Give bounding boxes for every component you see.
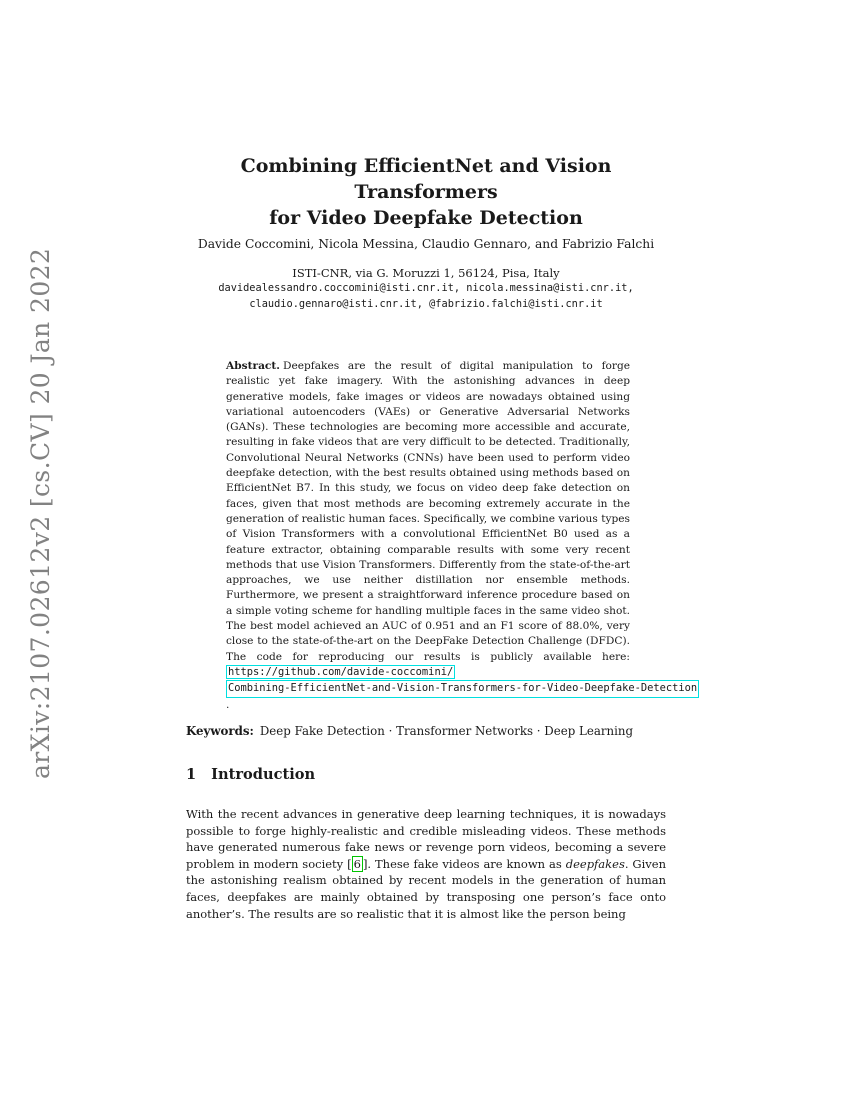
intro-text-after-italic: . Given the astonishing realism obtained by recent models in the generation of human faces, deepfakes are mainly obtained by transposing one person’s face onto another’s. The results are so realistic that it is almost like the person being (186, 856, 667, 921)
arxiv-watermark (26, 248, 55, 779)
intro-text-before-citation: With the recent advances in generative deep learning techniques, it is nowadays possible to forge highly-realistic and credible misleading videos. These methods have generated numerous fake news or revenge porn videos, becoming a severe problem in modern society [ (186, 807, 666, 871)
abstract-label: Abstract. (226, 360, 280, 372)
section-number: 1 (186, 766, 197, 783)
section-title: Introduction (211, 766, 316, 783)
github-repo-link-wrapped[interactable]: Combining-EfficientNet-and-Vision-Transformers-for-Video-Deepfake-Detection (226, 680, 699, 697)
intro-text-after-citation: ]. These fake videos are known as (362, 856, 566, 871)
deepfakes-term: deepfakes (565, 856, 625, 871)
authors-line: Davide Coccomini, Nicola Messina, Claudio Gennaro, and Fabrizio Falchi (197, 237, 655, 251)
citation-6-link[interactable]: 6 (353, 856, 361, 871)
abstract-trailing-period: . (226, 698, 230, 711)
paper-title (186, 153, 666, 231)
keywords-list: Deep Fake Detection · Transformer Networks · Deep Learning (259, 724, 634, 738)
affiliation-line: ISTI-CNR, via G. Moruzzi 1, 56124, Pisa, Italy (292, 266, 560, 280)
abstract-body-text: Deepfakes are the result of digital manipulation to forge realistic yet fake imagery. With the astonishing advances in deep generative models, fake images or videos are nowadays obtained using variational autoencoders (VAEs) or Generative Adversarial Networks (GANs). These technologies are becoming more accessible and accurate, resulting in fake videos that are very difficult to be detected. Traditionally, Convolutional Neural Networks (CNNs) have been used to perform video deepfake detection, with the best results obtained using methods based on EfficientNet B7. In this study, we focus on video deep fake detection on faces, given that most methods are becoming extremely accurate in the generation of realistic human faces. Specifically, we combine various types of Vision Transformers with a convolutional EfficientNet B0 used as a feature extractor, obtaining comparable results with some very recent methods that use Vision Transformers. Differently from the state-of-the-art approaches, we use neither distillation nor ensemble methods. Furthermore, we present a straightforward inference procedure based on a simple voting scheme for handling multiple faces in the same video shot. The best model achieved an AUC of 0.951 and an F1 score of 88.0%, very close to the state-of-the-art on the DeepFake Detection Challenge (DFDC). The code for reproducing our results is publicly available here: (226, 360, 630, 663)
title-line-1: Combining EfficientNet and Vision Transformers (240, 155, 612, 203)
abstract-section (226, 359, 698, 713)
introduction-paragraph (186, 806, 666, 922)
keywords-label: Keywords: (186, 724, 254, 738)
github-repo-link[interactable]: https://github.com/davide-coccomini/ (228, 665, 454, 678)
arxiv-watermark-text: arXiv:2107.02612v2 [cs.CV] 20 Jan 2022 (26, 247, 55, 779)
email-line-1: davidealessandro.coccomini@isti.cnr.it, nicola.messina@isti.cnr.it, (218, 282, 634, 294)
section-1-heading (186, 766, 666, 783)
title-line-2: for Video Deepfake Detection (269, 207, 583, 229)
email-line-2: claudio.gennaro@isti.cnr.it, @fabrizio.falchi@isti.cnr.it (249, 297, 603, 310)
email-addresses (146, 281, 706, 312)
keywords-line (186, 724, 666, 738)
